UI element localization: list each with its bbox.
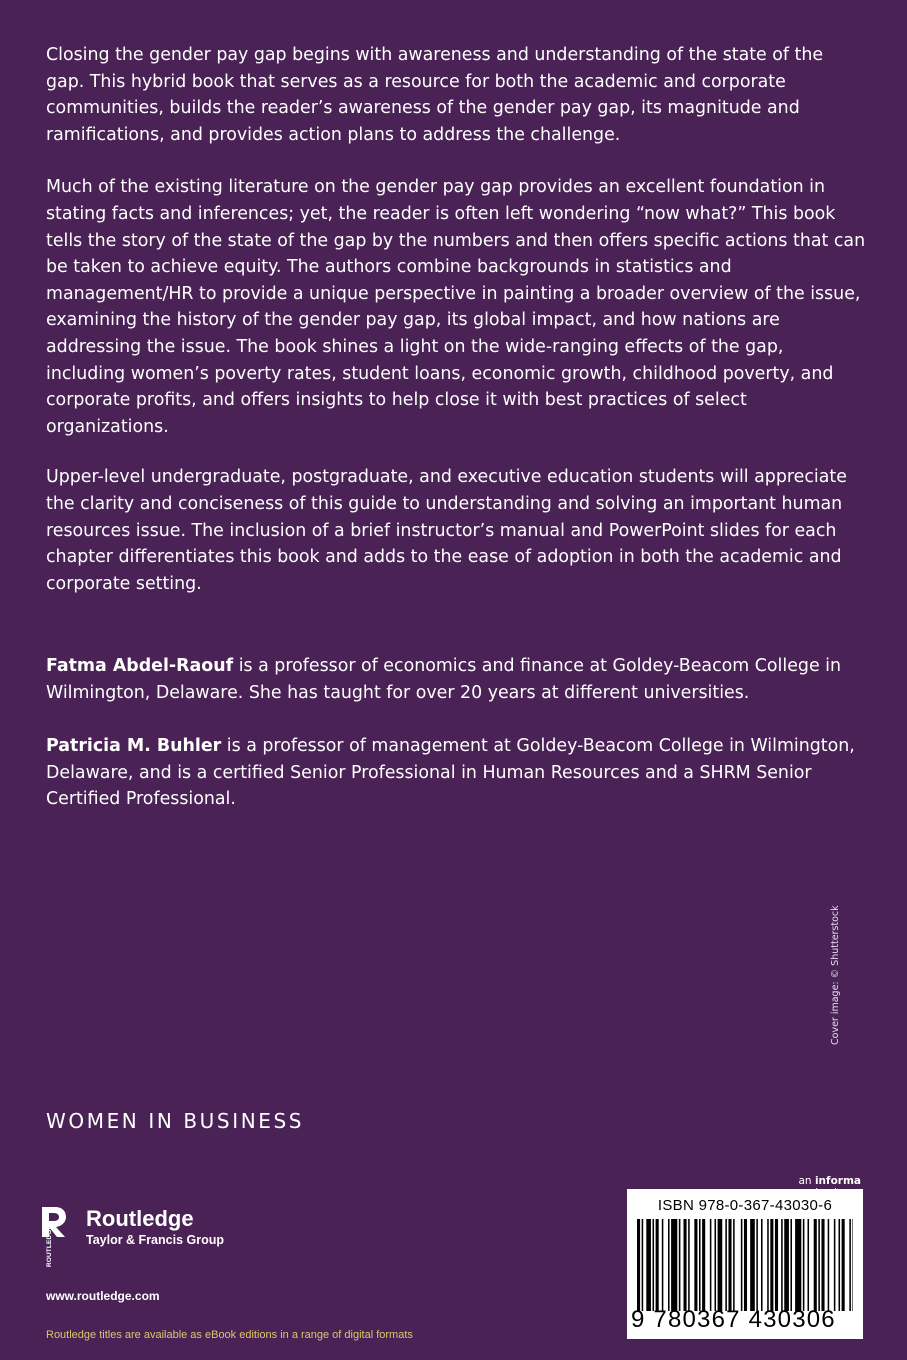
barcode-bar xyxy=(849,1219,851,1311)
author-bio-text-1: is a professor of economics and finance at Goldey-Beacom College in Wilmington, Delaware. She has taught for over 20 years at different universities. xyxy=(46,656,842,703)
barcode-bar xyxy=(795,1219,801,1311)
barcode-bar xyxy=(852,1219,853,1311)
barcode-bar xyxy=(653,1219,655,1311)
barcode-bar xyxy=(790,1219,792,1311)
barcode-bar xyxy=(694,1219,697,1311)
isbn-barcode-box xyxy=(627,1189,863,1339)
barcode-bar xyxy=(767,1219,769,1311)
barcode-bar xyxy=(733,1219,735,1311)
barcode-bar xyxy=(842,1219,845,1311)
barcode-bar xyxy=(728,1219,731,1311)
author-bio-2 xyxy=(46,733,876,813)
cover-credit-text: Cover image: © Shutterstock xyxy=(830,905,841,1045)
author-name-1: Fatma Abdel-Raouf xyxy=(46,656,234,676)
logo-vertical-text: ROUTLEDGE xyxy=(46,1225,53,1267)
informa-bold: informa xyxy=(814,1175,861,1187)
barcode-bar xyxy=(684,1219,687,1311)
barcode-bar xyxy=(818,1219,820,1311)
barcode-bar xyxy=(668,1219,670,1311)
barcode-bar xyxy=(718,1219,723,1311)
barcode-bar xyxy=(662,1219,664,1311)
barcode-bar xyxy=(671,1219,677,1311)
barcode-bar xyxy=(656,1219,659,1311)
barcode-bar xyxy=(750,1219,755,1311)
barcode-bar xyxy=(679,1219,681,1311)
barcode-bar xyxy=(770,1219,773,1311)
barcode-bar xyxy=(699,1219,701,1311)
barcode-bar xyxy=(781,1219,783,1311)
author-bio-1 xyxy=(46,653,876,706)
barcode-bar xyxy=(725,1219,727,1311)
blurb-paragraph-2: Much of the existing literature on the gender pay gap provides an excellent foundation in stating facts and inferences; yet, the reader is often left wondering “now what?” This book tells the story of the state of the gap by the numbers and then offers specific actions that can be taken to achieve equity. The authors combine backgrounds in statistics and management/HR to provide a unique perspective in painting a broader overview of the issue, examining the history of the gender pay gap, its global impact, and how nations are addressing the issue. The book shines a light on the wide-ranging effects of the gap, including women’s poverty rates, student loans, economic growth, childhood poverty, and corporate profits, and offers insights to help close it with best practices of select organizations. xyxy=(46,177,866,437)
informa-prefix: an xyxy=(798,1175,815,1187)
barcode-digits: 9 780367 430306 xyxy=(631,1306,836,1333)
barcode-bar xyxy=(642,1219,644,1311)
publisher-brand xyxy=(86,1206,224,1248)
barcode-bar xyxy=(821,1219,824,1311)
barcode-bar xyxy=(744,1219,747,1311)
barcode-bar xyxy=(761,1219,763,1311)
routledge-logo-icon xyxy=(38,1205,68,1267)
barcode-bar xyxy=(702,1219,705,1311)
barcode-bar xyxy=(775,1219,778,1311)
barcode-bar xyxy=(784,1219,789,1311)
barcode-bar xyxy=(646,1219,651,1311)
author-name-2: Patricia M. Buhler xyxy=(46,736,222,757)
ebook-note: Routledge titles are available as eBook editions in a range of digital formats xyxy=(46,1329,413,1341)
author-bio-text-2: is a professor of management at Goldey-Beacom College in Wilmington, Delaware, and is a certified Senior Professional in Human Resources and a SHRM Senior Certified Professional. xyxy=(46,736,855,810)
author-bios xyxy=(46,653,876,840)
barcode-bar xyxy=(808,1219,810,1311)
barcode-bar xyxy=(710,1219,712,1311)
barcode-bar xyxy=(756,1219,758,1311)
barcode-bar xyxy=(834,1219,836,1311)
barcode-bar xyxy=(637,1219,640,1311)
blurb xyxy=(46,42,866,623)
barcode-bar xyxy=(741,1219,743,1311)
blurb-paragraph-3: Upper-level undergraduate, postgraduate, and executive education students will appreciate the clarity and conciseness of this guide to understanding and solving an important human resources issue. The inclusion of a brief instructor’s manual and PowerPoint slides for each chapter differentiates this book and adds to the ease of adoption in both the academic and corporate setting. xyxy=(46,467,847,594)
isbn-label: ISBN 978-0-367-43030-6 xyxy=(657,1197,833,1214)
barcode-bar xyxy=(828,1219,830,1311)
publisher-website[interactable]: www.routledge.com xyxy=(46,1289,160,1303)
series-title: WOMEN IN BUSINESS xyxy=(46,1109,305,1133)
barcode-bar xyxy=(715,1219,717,1311)
barcode-bar xyxy=(839,1219,841,1311)
barcode-bar xyxy=(803,1219,805,1311)
barcode-bar xyxy=(688,1219,690,1311)
publisher-name: Routledge xyxy=(86,1206,194,1231)
barcode-bars xyxy=(637,1219,853,1311)
publisher-group: Taylor & Francis Group xyxy=(86,1233,224,1247)
barcode-bar xyxy=(814,1219,817,1311)
blurb-paragraph-1: Closing the gender pay gap begins with awareness and understanding of the state of the gap. This hybrid book that serves as a resource for both the academic and corporate communities, builds the reader’s awareness of the gender pay gap, its magnitude and ramifications, and provides action plans to address the challenge. xyxy=(46,45,824,145)
